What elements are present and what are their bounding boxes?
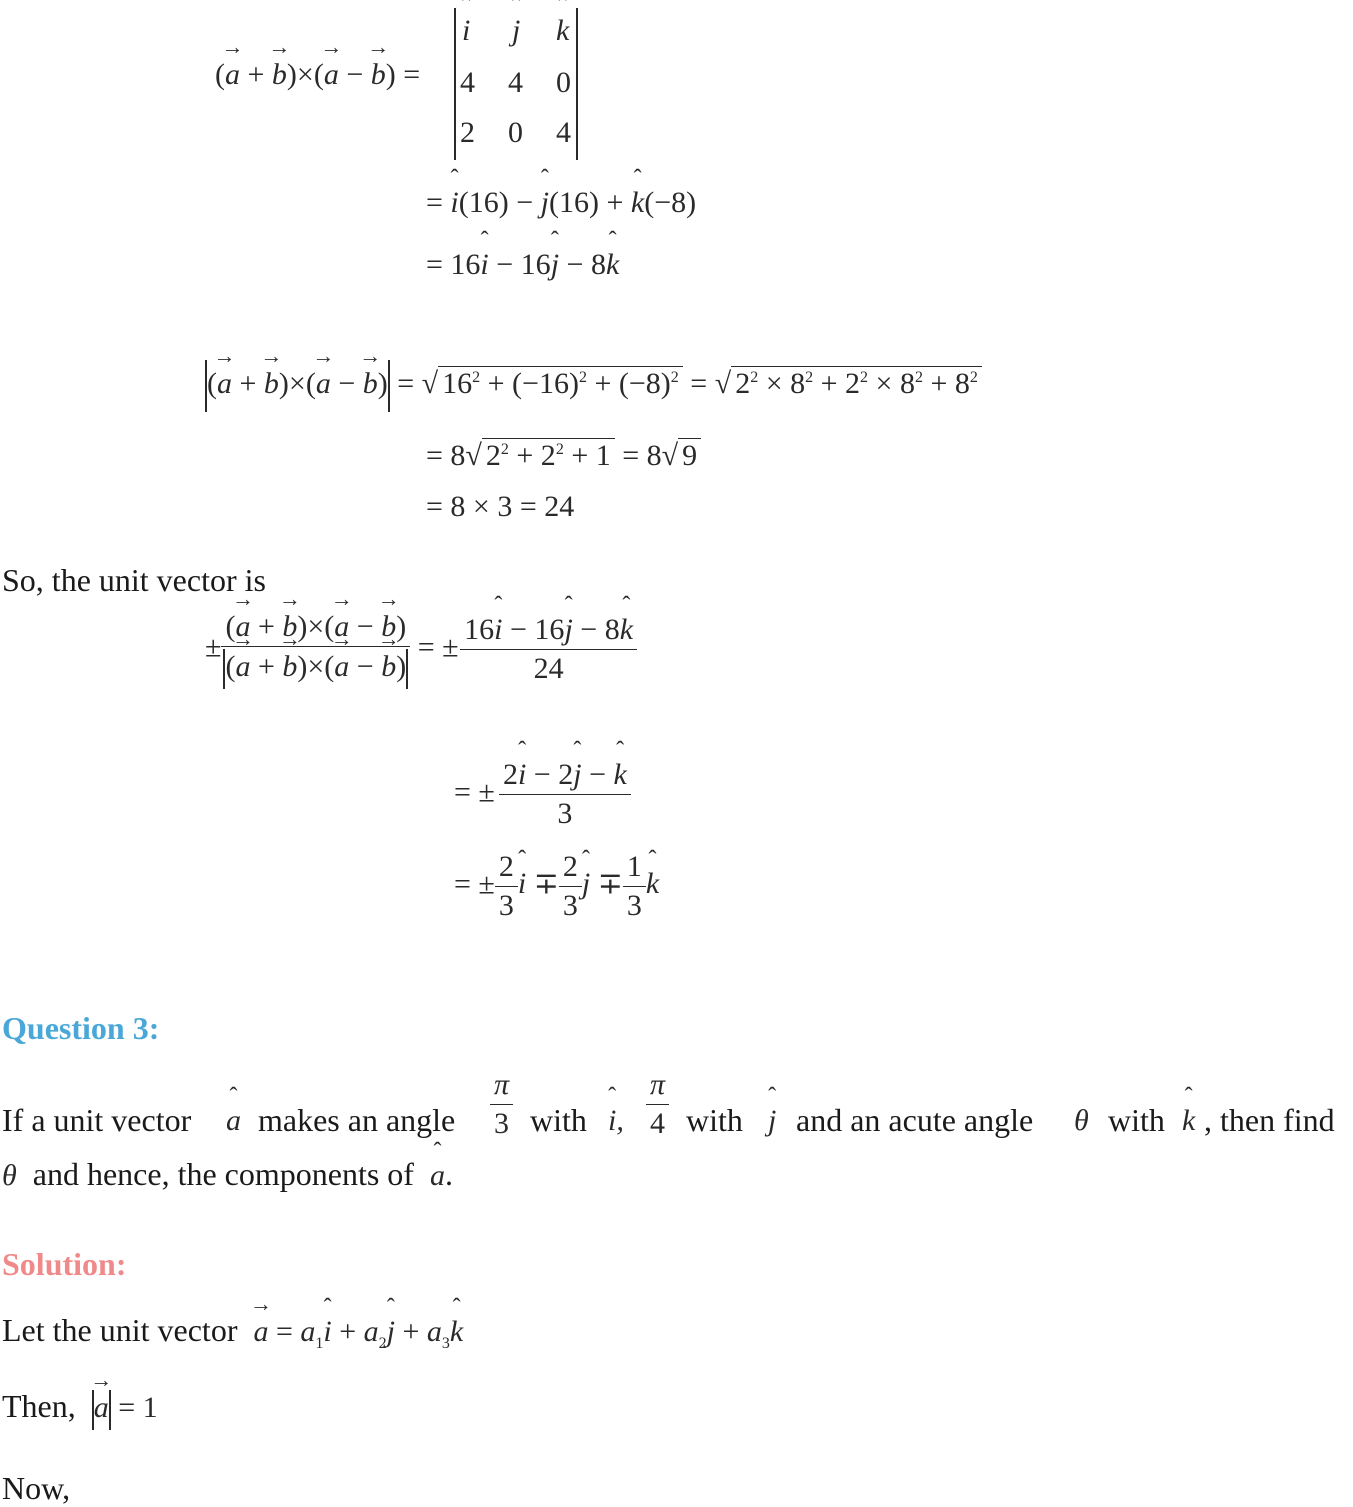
unit-vector-components: = ± $\frac{2}{3}$ ˆ i ∓ $\frac{2}{3}$ ˆ j ∓ $\frac{1}{3}$ ˆ k (454, 850, 659, 923)
determinant-right-bar (576, 8, 578, 160)
unit-vector-fraction-1: ± $\frac{(\to a + \to b)\times(\to a - \to b)}{(\to a + \to b)\times(\to a - \to b)}$ = ± $\frac{\text{16ˆ i − 16ˆ j − 8ˆ k}}{24}$ (205, 610, 639, 689)
magnitude-line-1: (→ a + → b)×(→ a − → b) = √ $16^2 + (-16)^2 + (-8)^2$ = √ $2^2 \times 8^2 + 2^2 \times 8^2 + 8^2$ (205, 360, 982, 412)
question-3-line-1: If a unit vector ˆ a makes an angle $\frac{\pi}{3}$ with ˆ i, $\frac{\pi}{4}$ with ˆ j and an acute angle θ with ˆ k , then find (2, 1068, 1353, 1158)
cross-product-lhs: (→ a + → b)×(→ a − → b) = (215, 58, 420, 92)
cross-expansion-line: = ˆ i(16) − ˆ j(16) + ˆ k(−8) (426, 186, 696, 220)
unit-vector-intro: So, the unit vector is (2, 562, 266, 598)
unit-vector-fraction-2: = ± $\frac{\text{2ˆ i − 2ˆ j − ˆ k}}{3}$ (454, 758, 635, 831)
determinant-left-bar (454, 8, 456, 160)
question-3-heading: Question 3: (2, 1010, 160, 1046)
solution-line-1: Let the unit vector → $a = a_1ˆ$ $i + a_2ˆ$ $j + a_3ˆ$ k (2, 1312, 463, 1353)
solution-line-2: Then, → a = 1 (2, 1388, 158, 1430)
question-3-line-2: θ and hence, the components of ˆ a. (2, 1156, 453, 1193)
magnitude-line-2: = 8√ $2^2 + 2^2 + 1 = 8√$ 9 (426, 438, 701, 473)
solution-heading: Solution: (2, 1246, 127, 1282)
magnitude-line-3: = 8 × 3 = 24 (426, 490, 575, 523)
solution-line-3: Now, (2, 1470, 71, 1506)
cross-result-line: = 16ˆ i − 16ˆ j − 8ˆ k (426, 248, 619, 282)
